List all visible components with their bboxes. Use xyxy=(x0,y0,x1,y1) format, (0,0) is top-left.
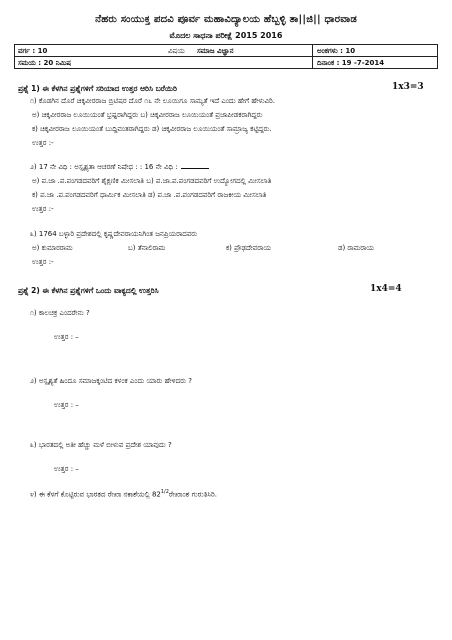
section1-marks: 1x3=3 xyxy=(392,82,424,92)
s2-q1-text: ೧) ಕಾಲಚಕ್ರ ಎಂದರೇನು ? xyxy=(30,309,90,317)
exam-subtitle: ಮೊದಲ ಸಾಧನಾ ಪರೀಕ್ಷೆ 2015 2016 xyxy=(169,31,283,40)
s2-q3-answer: ಉತ್ತರ : – xyxy=(54,465,79,473)
s1-q2-answer: ಉತ್ತರ :- xyxy=(32,205,54,213)
s1-q3-option-b: ಬ) ತೆನಾಲಿರಾಮ xyxy=(128,244,166,252)
s1-q1-option-a-b: ಅ) ಚಿಕ್ಕವೀರರಾಜ ಲೂಯಿಯಂತೆ ಭ್ರಷ್ಟರಾಗಿದ್ದರು ಬ) ಚಿಕ್ಕವೀರರಾಜ ಲೂಯಿಯಂತೆ ಪ್ರಜಾಪೀಡಕರಾಗಿದ್ದರು xyxy=(32,111,263,119)
s1-q1-answer: ಉತ್ತರ :- xyxy=(32,139,54,147)
s1-q1-option-c-d: ಕ) ಚಿಕ್ಕವೀರರಾಜ ಲೂಯಿಯಂತೆ ಬುದ್ದಿವಂತರಾಗಿದ್ದರು ಡ) ಚಿಕ್ಕವೀರರಾಜ ಲೂಯಿಯಂತೆ ಸಾಮ್ರಾಜ್ಯ ಕಟ್ಟಿದ್ದರು. xyxy=(32,125,272,133)
header-rule-top xyxy=(14,44,438,45)
answer-blank xyxy=(181,168,209,169)
header-rule-bottom xyxy=(14,68,438,69)
s2-q4-text-post: ರೇಖಾಂಶ ಗುರುತಿಸಿರಿ. xyxy=(168,490,217,499)
s1-q3-option-c: ಕ) ಪ್ರೌಢದೇವರಾಯ xyxy=(226,244,271,252)
section2-heading: ಪ್ರಶ್ನೆ 2) ಈ ಕೆಳಗಿನ ಪ್ರಶ್ನೆಗಳಿಗೆ ಒಂದು ವಾಕ್ಯದಲ್ಲಿ ಉತ್ತರಿಸಿ xyxy=(18,286,159,295)
s1-q3-option-a: ಅ) ಕುಮಾರರಾಮ xyxy=(32,244,73,252)
college-title: ನೆಹರು ಸಂಯುಕ್ತ ಪದವಿ ಪೂರ್ವ ಮಹಾವಿದ್ಯಾಲಯ ಹೆಬ್ಬಳ್ಳಿ ತಾ||ಜಿ|| ಧಾರವಾಡ xyxy=(95,14,357,25)
class-label: ವರ್ಗ : 10 xyxy=(18,47,48,55)
s1-q3-option-d: ಡ) ರಾಮರಾಯ xyxy=(338,244,374,252)
s2-q1-answer: ಉತ್ತರ : – xyxy=(54,333,79,341)
header-border-right xyxy=(437,44,438,68)
s2-q3-text: ೩) ಭಾರತದಲ್ಲಿ ಅತೀ ಹೆಚ್ಚು ಮಳೆ ಬೀಳುವ ಪ್ರದೇಶ ಯಾವುದು ? xyxy=(30,441,172,449)
s1-q2-option-c-d: ಕ) ಪ.ಜಾ .ಪ.ಪಂಗಡದವರಿಗೆ ಧಾರ್ಮಿಕ ಮೀಸಲಾತಿ ಡ) ಪ.ಜಾ .ಪ.ಪಂಗಡದವರಿಗೆ ರಾಜಕೀಯ ಮೀಸಲಾತಿ xyxy=(32,191,267,199)
s1-q3-answer: ಉತ್ತರ :- xyxy=(32,258,54,266)
s2-q2-text: ೨) ಅಸ್ಪೃಶ್ಯತೆ ಹಿಂದೂ ಸಮಾಜಕ್ಕಂಟಿದ ಕಳಂಕ ಎಂದು ಯಾರು ಹೇಳಿದರು ? xyxy=(30,377,192,385)
s2-q2-answer: ಉತ್ತರ : – xyxy=(54,401,79,409)
s2-q4-text xyxy=(30,489,217,499)
time-label: ಸಮಯ : 20 ನಿಮಿಷ xyxy=(18,59,72,67)
section1-heading: ಪ್ರಶ್ನೆ 1) ಈ ಕೆಳಗಿನ ಪ್ರಶ್ನೆಗಳಿಗೆ ಸರಿಯಾದ ಉತ್ತರ ಆರಿಸಿ ಬರೆಯಿರಿ xyxy=(18,84,177,93)
s1-q3-text: ೩) 1764 ಬಳ್ಳಾರಿ ಪ್ರದೇಶದಲ್ಲಿ ಕೃಷ್ಣದೇವರಾಯನಿಗಿಂತ ಜನಪ್ರಿಯರಾದವರು xyxy=(30,230,198,238)
subject-value: ಸಮಾಜ ವಿಜ್ಞಾನ xyxy=(197,47,234,55)
s2-q4-text-pre: ೪) ಈ ಕೆಳಗೆ ಕೊಟ್ಟಿರುವ ಭಾರತದ ರೇಖಾ ನಕಾಶೆಯಲ್ಲಿ 82 xyxy=(30,490,161,499)
header-divider xyxy=(312,44,313,68)
header-rule-middle xyxy=(14,56,438,57)
marks-label: ಅಂಕಗಳು : 10 xyxy=(317,47,356,55)
s1-q1-text: ೧) ಕೊಡಗಿನ ದೊರೆ ಚಿಕ್ಕವೀರರಾಜ ಬ್ರಿಟಿಷರ ದೊರೆ ೧೬ ನೇ ಲೂಯಿಗೂ ಸಾಮ್ಯತೆ ಇದೆ ಎಂದು ಹೇಗೆ ಹೇಳುವಿರಿ. xyxy=(30,97,275,105)
subject-label: ವಿಷಯ xyxy=(168,47,185,55)
section2-marks: 1x4=4 xyxy=(370,284,402,294)
header-border-left xyxy=(14,44,15,68)
s1-q2-text-content: ೨) 17 ನೇ ವಿಧಿ : ಅಸ್ಪೃಶ್ಯತಾ ಆಚರಣೆ ನಿಷೇಧ : : 16 ನೇ ವಿಧಿ : xyxy=(30,163,178,171)
s1-q2-option-a-b: ಅ) ಪ.ಜಾ .ಪ.ಪಂಗಡದವರಿಗೆ ಶೈಕ್ಷಣಿಕ ಮೀಸಲಾತಿ ಬ) ಪ.ಜಾ.ಪ.ಪಂಗಡದವರಿಗೆ ಉದ್ಯೋಗದಲ್ಲಿ ಮೀಸಲಾತಿ xyxy=(32,177,272,185)
s1-q2-text xyxy=(30,163,209,172)
s2-q4-fraction: 1/2 xyxy=(160,489,169,495)
date-label: ದಿನಾಂಕ : 19 -7-2014 xyxy=(317,59,385,67)
